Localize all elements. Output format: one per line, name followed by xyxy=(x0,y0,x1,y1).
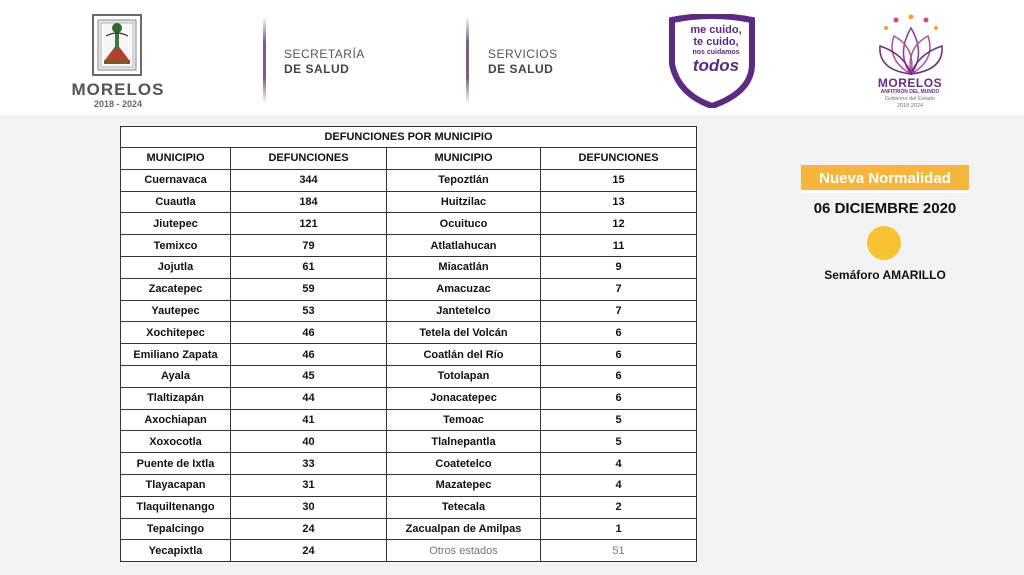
lotus-logo-icon xyxy=(876,14,946,78)
defunciones-cell: 44 xyxy=(231,387,387,409)
municipio-cell: Tlalnepantla xyxy=(387,431,541,453)
campaign-line2: te cuido, xyxy=(693,36,739,48)
municipio-cell: Atlatlahucan xyxy=(387,235,541,257)
table-row xyxy=(121,409,697,431)
municipio-cell: Tlaquiltenango xyxy=(121,496,231,518)
header-divider xyxy=(466,16,469,104)
table-row xyxy=(121,431,697,453)
table-row xyxy=(121,235,697,257)
lotus-gov xyxy=(860,96,960,110)
campaign-line3: nos cuidamos xyxy=(692,49,740,56)
lotus-gov-line: Gobierno del Estado xyxy=(884,96,936,102)
municipio-cell: Cuernavaca xyxy=(121,169,231,191)
defunciones-cell: 6 xyxy=(541,387,697,409)
municipio-cell: Mazatepec xyxy=(387,474,541,496)
municipio-cell: Ocuituco xyxy=(387,213,541,235)
defunciones-cell: 61 xyxy=(231,256,387,278)
municipio-cell: Jojutla xyxy=(121,256,231,278)
defunciones-cell: 6 xyxy=(541,344,697,366)
state-years: 2018 - 2024 xyxy=(93,99,143,109)
municipio-cell: Jantetelco xyxy=(387,300,541,322)
defunciones-cell: 4 xyxy=(541,474,697,496)
table-row xyxy=(121,191,697,213)
defunciones-cell: 41 xyxy=(231,409,387,431)
defunciones-cell: 121 xyxy=(231,213,387,235)
table-row xyxy=(121,278,697,300)
lotus-years: 2018 2024 xyxy=(897,103,923,109)
municipio-cell: Tetela del Volcán xyxy=(387,322,541,344)
municipio-cell: Axochiapan xyxy=(121,409,231,431)
municipio-cell: Tetecala xyxy=(387,496,541,518)
defunciones-cell: 24 xyxy=(231,540,387,562)
defunciones-cell: 45 xyxy=(231,365,387,387)
defunciones-cell: 2 xyxy=(541,496,697,518)
defunciones-cell: 30 xyxy=(231,496,387,518)
nueva-normalidad-banner: Nueva Normalidad xyxy=(801,165,969,193)
defunciones-cell: 46 xyxy=(231,344,387,366)
table-row xyxy=(121,540,697,562)
municipio-cell: Jiutepec xyxy=(121,213,231,235)
defunciones-cell: 11 xyxy=(541,235,697,257)
defunciones-cell: 31 xyxy=(231,474,387,496)
municipio-cell: Xoxocotla xyxy=(121,431,231,453)
municipio-cell: Tepalcingo xyxy=(121,518,231,540)
defunciones-cell: 13 xyxy=(541,191,697,213)
servicios-line2: DE SALUD xyxy=(488,62,554,76)
table-row xyxy=(121,474,697,496)
defunciones-cell: 4 xyxy=(541,453,697,475)
municipio-cell: Xochitepec xyxy=(121,322,231,344)
servicios-salud-label xyxy=(488,47,558,77)
defunciones-cell: 40 xyxy=(231,431,387,453)
morelos-seal-icon xyxy=(92,14,142,76)
column-header-defunciones: DEFUNCIONES xyxy=(541,148,697,170)
municipio-cell: Huitzilac xyxy=(387,191,541,213)
defunciones-cell: 53 xyxy=(231,300,387,322)
lotus-subtitle: ANFITRIÓN DEL MUNDO xyxy=(880,89,940,95)
table-row xyxy=(121,365,697,387)
table-row xyxy=(121,256,697,278)
municipio-cell: Temoac xyxy=(387,409,541,431)
defunciones-cell: 12 xyxy=(541,213,697,235)
municipio-cell: Emiliano Zapata xyxy=(121,344,231,366)
municipio-cell: Jonacatepec xyxy=(387,387,541,409)
servicios-line1: SERVICIOS xyxy=(488,47,558,61)
defunciones-cell: 15 xyxy=(541,169,697,191)
column-header-municipio: MUNICIPIO xyxy=(387,148,541,170)
defunciones-cell: 5 xyxy=(541,431,697,453)
municipio-cell: Tepoztlán xyxy=(387,169,541,191)
semaforo-status: Semáforo AMARILLO xyxy=(824,268,946,282)
municipio-cell: Coatetelco xyxy=(387,453,541,475)
municipio-cell: Temixco xyxy=(121,235,231,257)
municipio-cell: Totolapan xyxy=(387,365,541,387)
municipio-cell: Puente de Ixtla xyxy=(121,453,231,475)
defunciones-cell: 6 xyxy=(541,322,697,344)
secretaria-line1: SECRETARÍA xyxy=(284,47,365,61)
lotus-title: MORELOS xyxy=(877,76,943,90)
municipio-cell: Yautepec xyxy=(121,300,231,322)
secretaria-salud-label xyxy=(284,47,365,77)
table-row xyxy=(121,496,697,518)
column-header-municipio: MUNICIPIO xyxy=(121,148,231,170)
report-date: 06 DICIEMBRE 2020 xyxy=(813,200,957,217)
municipio-cell-otros: Otros estados xyxy=(387,540,541,562)
defunciones-cell-otros: 51 xyxy=(541,540,697,562)
table-row xyxy=(121,387,697,409)
campaign-line4: todos xyxy=(692,56,740,75)
defunciones-cell: 33 xyxy=(231,453,387,475)
table-header-row xyxy=(121,148,697,170)
municipio-cell: Zacualpan de Amilpas xyxy=(387,518,541,540)
defunciones-cell: 79 xyxy=(231,235,387,257)
table-row xyxy=(121,169,697,191)
table-title: DEFUNCIONES POR MUNICIPIO xyxy=(121,127,697,148)
municipio-cell: Yecapixtla xyxy=(121,540,231,562)
municipio-cell: Tlayacapan xyxy=(121,474,231,496)
defunciones-table xyxy=(120,126,697,562)
municipio-cell: Coatlán del Río xyxy=(387,344,541,366)
defunciones-cell: 5 xyxy=(541,409,697,431)
header-divider xyxy=(263,16,266,104)
municipio-cell: Ayala xyxy=(121,365,231,387)
table-row xyxy=(121,344,697,366)
defunciones-cell: 1 xyxy=(541,518,697,540)
defunciones-cell: 6 xyxy=(541,365,697,387)
header-bar xyxy=(0,0,1024,115)
municipio-cell: Miacatlán xyxy=(387,256,541,278)
municipio-cell: Zacatepec xyxy=(121,278,231,300)
defunciones-cell: 59 xyxy=(231,278,387,300)
municipio-cell: Cuautla xyxy=(121,191,231,213)
defunciones-cell: 46 xyxy=(231,322,387,344)
municipio-cell: Tlaltizapán xyxy=(121,387,231,409)
defunciones-cell: 184 xyxy=(231,191,387,213)
municipio-cell: Amacuzac xyxy=(387,278,541,300)
table-row xyxy=(121,453,697,475)
campaign-line1: me cuido, xyxy=(690,24,742,36)
table-row xyxy=(121,518,697,540)
defunciones-cell: 24 xyxy=(231,518,387,540)
semaforo-light-icon xyxy=(867,226,901,260)
campaign-text xyxy=(681,24,751,75)
column-header-defunciones: DEFUNCIONES xyxy=(231,148,387,170)
table-row xyxy=(121,213,697,235)
defunciones-cell: 344 xyxy=(231,169,387,191)
secretaria-line2: DE SALUD xyxy=(284,62,350,76)
state-name: MORELOS xyxy=(71,80,165,99)
defunciones-cell: 7 xyxy=(541,300,697,322)
table-row xyxy=(121,322,697,344)
defunciones-cell: 7 xyxy=(541,278,697,300)
defunciones-cell: 9 xyxy=(541,256,697,278)
table-row xyxy=(121,300,697,322)
table-title-row xyxy=(121,127,697,148)
